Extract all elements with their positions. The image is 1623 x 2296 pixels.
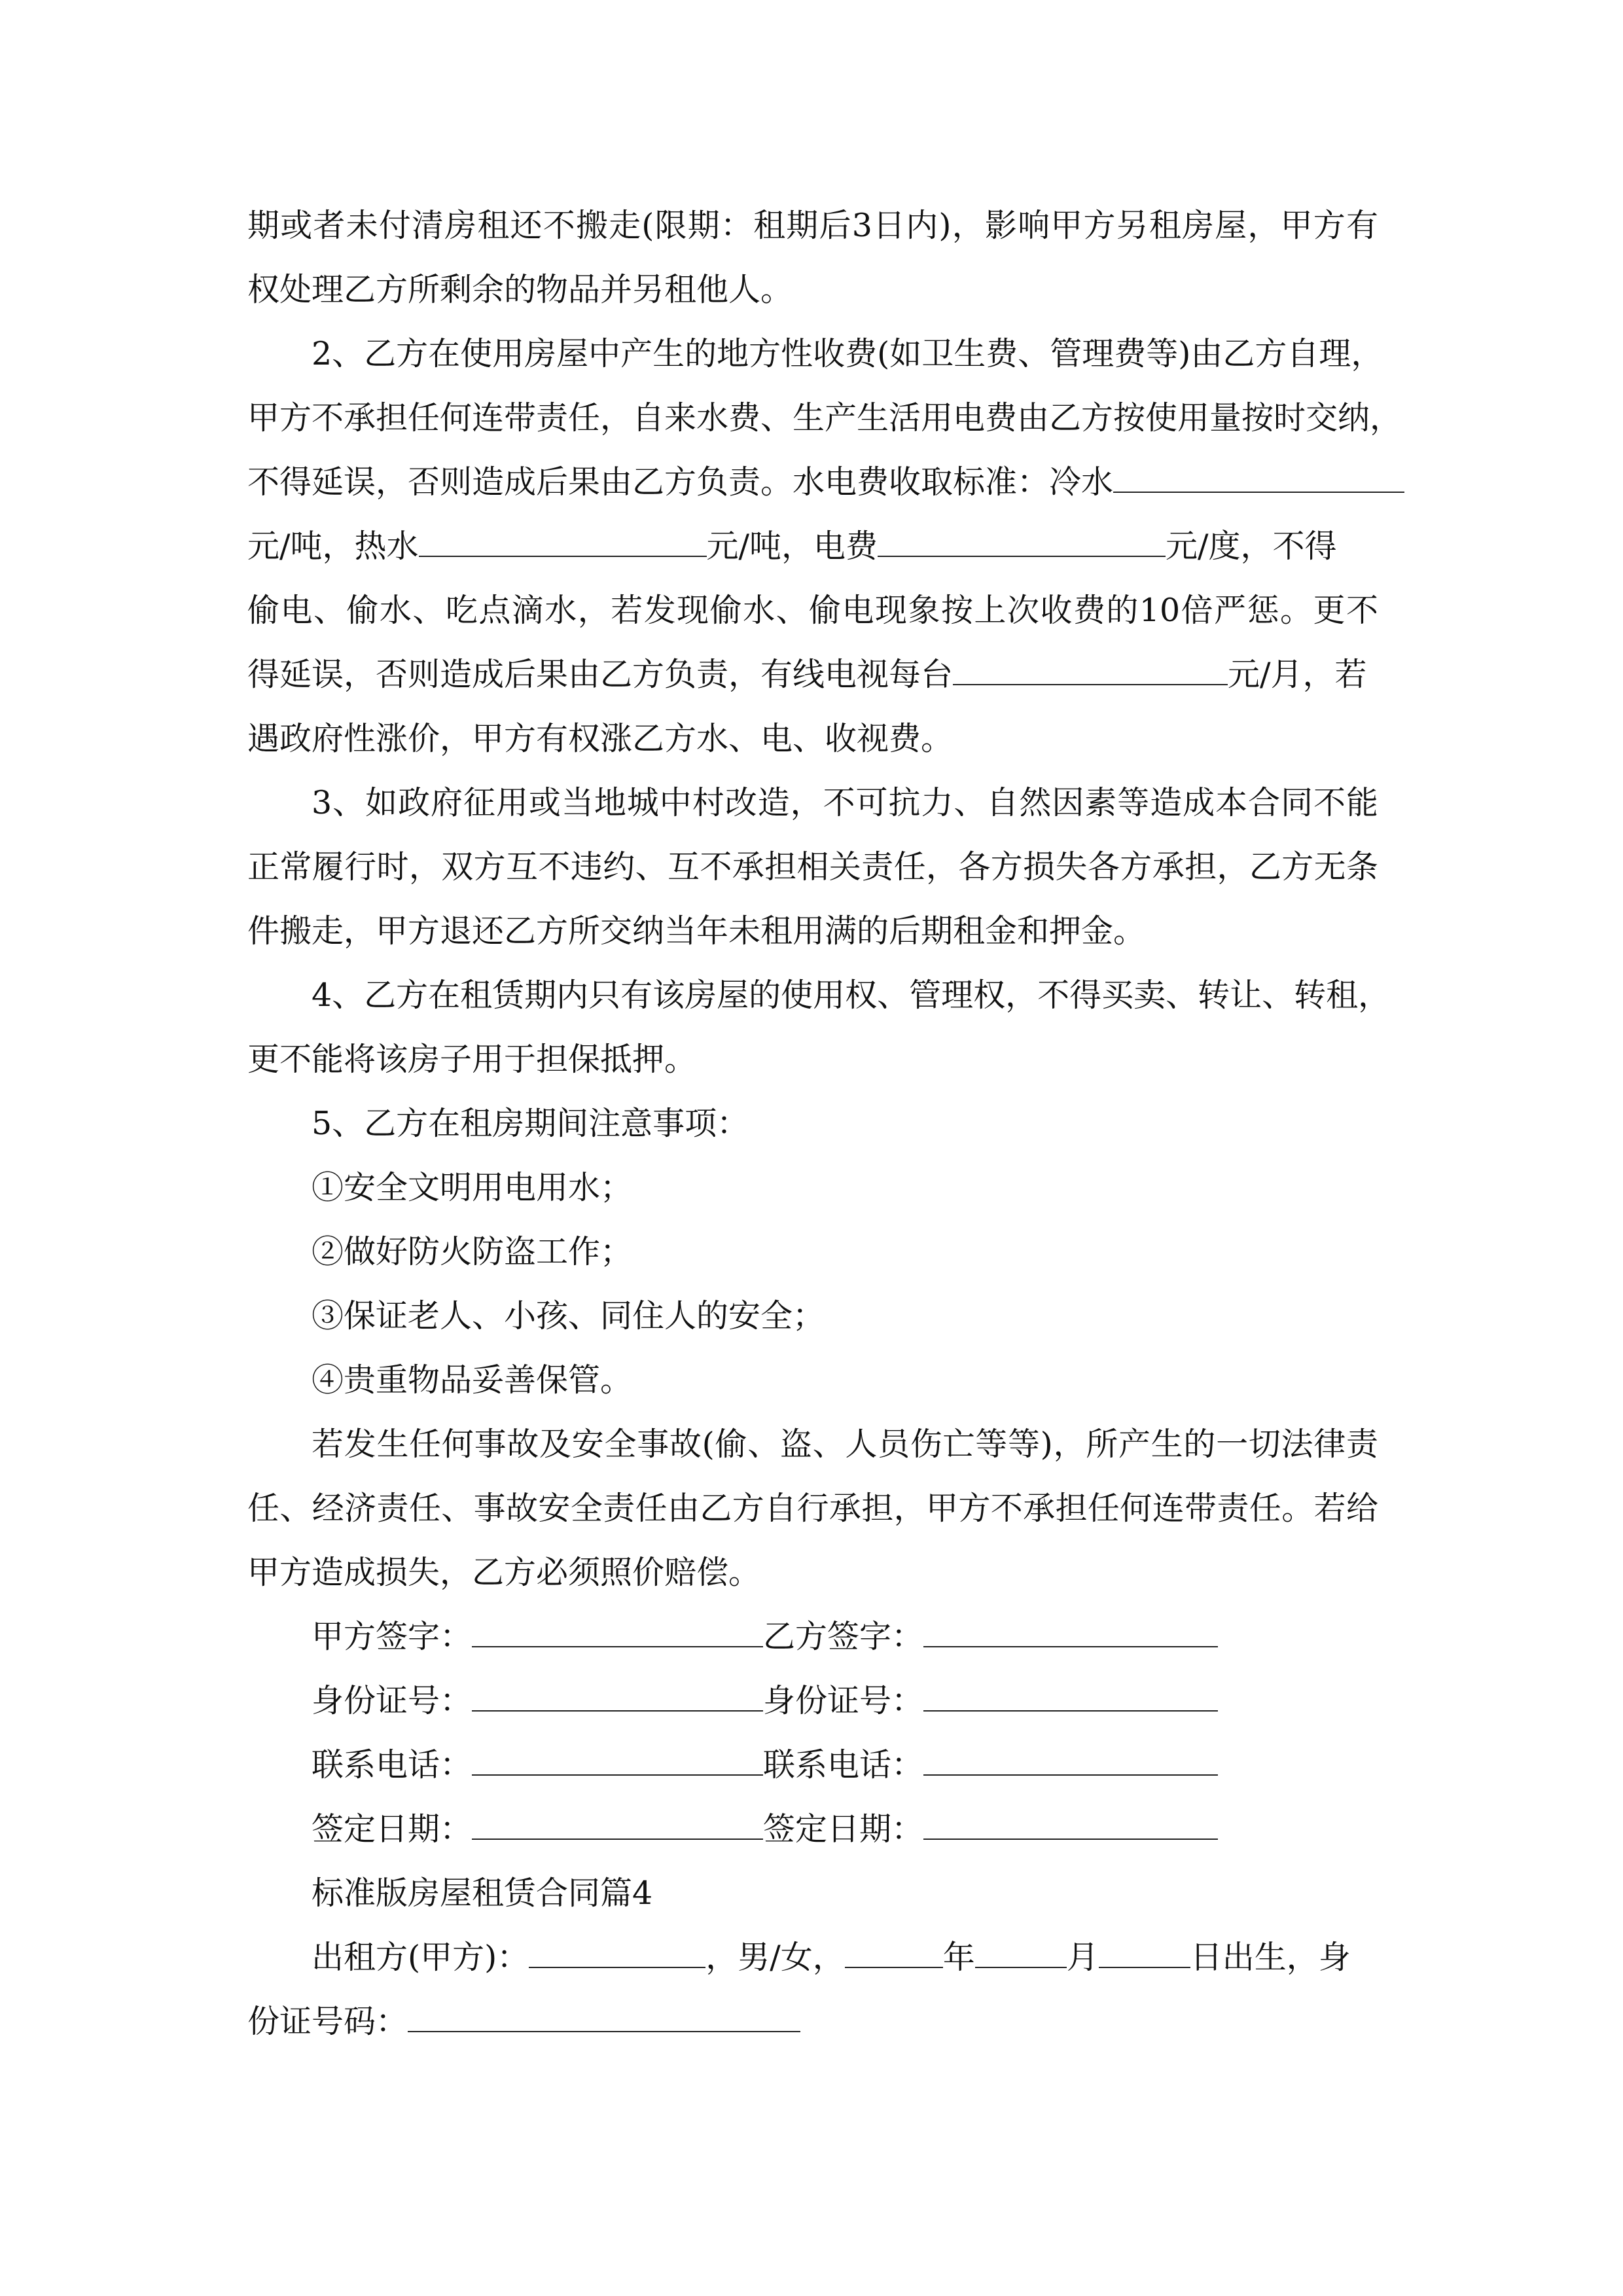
party-a-signature-blank: [472, 1612, 763, 1647]
party-a-id-blank: [472, 1676, 763, 1712]
gender-text: ，男/女，: [705, 1939, 845, 1976]
electricity-blank: [878, 522, 1166, 557]
party-b-id-blank: [923, 1676, 1218, 1712]
cold-water-blank: [1113, 457, 1404, 493]
party-b-date-blank: [923, 1804, 1218, 1840]
text-segment: 元/度，不得: [1166, 528, 1337, 565]
text-line: 正常履行时，双方互不违约、互不承担相关责任，各方损失各方承担，乙方无条: [247, 848, 1378, 886]
hot-water-blank: [419, 522, 707, 557]
paragraph-5-start: 5、乙方在租房期间注意事项：: [312, 1105, 749, 1142]
text-line: 遇政府性涨价，甲方有权涨乙方水、电、收视费。: [247, 720, 954, 757]
text-line: 权处理乙方所剩余的物品并另租他人。: [247, 271, 793, 308]
party-a-date-label: 签定日期：: [312, 1810, 473, 1848]
text-segment: 元/吨，热水: [247, 528, 419, 565]
text-line: 期或者未付清房租还不搬走(限期：租期后3日内)，影响甲方另租房屋，甲方有: [247, 207, 1378, 244]
party-b-phone-blank: [923, 1740, 1218, 1776]
list-item: ②做好防火防盗工作；: [312, 1233, 633, 1270]
birth-day-blank: [1099, 1933, 1190, 1968]
text-segment: 元/吨，电费: [706, 528, 878, 565]
party-b-phone-label: 联系电话：: [763, 1746, 924, 1784]
text-line: 更不能将该房子用于担保抵押。: [247, 1041, 697, 1078]
list-item: ④贵重物品妥善保管。: [312, 1361, 633, 1399]
list-item: ①安全文明用电用水；: [312, 1169, 633, 1206]
date-row: [312, 1797, 1378, 1861]
text-line: 件搬走，甲方退还乙方所交纳当年未租用满的后期租金和押金。: [247, 912, 1146, 950]
list-item: ③保证老人、小孩、同住人的安全；: [312, 1297, 825, 1335]
birth-text: 日出生，身: [1190, 1939, 1351, 1976]
text-segment: 不得延误，否则造成后果由乙方负责。水电费收取标准：冷水: [247, 463, 1114, 501]
text-segment: 得延误，否则造成后果由乙方负责，有线电视每台: [247, 656, 954, 693]
text-line: 偷电、偷水、吃点滴水，若发现偷水、偷电现象按上次收费的10倍严惩。更不: [247, 592, 1378, 629]
party-a-signature-label: 甲方签字：: [312, 1618, 473, 1655]
lessor-name-blank: [529, 1933, 705, 1968]
birth-year-blank: [845, 1933, 943, 1968]
paragraph-accident-start: 若发生任何事故及安全事故(偷、盗、人员伤亡等等)，所产生的一切法律责: [312, 1426, 1378, 1463]
paragraph-2-start: 2、乙方在使用房屋中产生的地方性收费(如卫生费、管理费等)由乙方自理，: [312, 335, 1383, 372]
id-label: 份证号码：: [247, 2003, 408, 2040]
phone-row: [312, 1733, 1378, 1797]
lessor-id-line: [247, 1990, 1378, 2054]
id-number-row: [312, 1669, 1378, 1733]
text-segment: 元/月，若: [1228, 656, 1367, 693]
party-b-id-label: 身份证号：: [763, 1682, 924, 1719]
signature-row: [312, 1605, 1378, 1669]
cable-tv-line: [247, 643, 1378, 707]
text-line: 甲方造成损失，乙方必须照价赔偿。: [247, 1554, 761, 1591]
text-line: 甲方不承担任何连带责任，自来水费、生产生活用电费由乙方按使用量按时交纳，: [247, 399, 1402, 437]
water-fee-line: [247, 450, 1378, 514]
section-title: 标准版房屋租赁合同篇4: [312, 1874, 653, 1912]
party-a-phone-blank: [472, 1740, 763, 1776]
text-line: 任、经济责任、事故安全责任由乙方自行承担，甲方不承担任何连带责任。若给: [247, 1490, 1378, 1527]
birth-month-blank: [975, 1933, 1067, 1968]
party-b-date-label: 签定日期：: [763, 1810, 924, 1848]
month-text: 月: [1066, 1939, 1099, 1976]
party-a-id-label: 身份证号：: [312, 1682, 473, 1719]
paragraph-3-start: 3、如政府征用或当地城中村改造，不可抗力、自然因素等造成本合同不能: [312, 784, 1378, 821]
paragraph-4-start: 4、乙方在租赁期内只有该房屋的使用权、管理权，不得买卖、转让、转租，: [312, 977, 1391, 1014]
party-a-date-blank: [472, 1804, 763, 1840]
lessor-line: [312, 1926, 1378, 1990]
cable-tv-blank: [953, 650, 1228, 685]
fee-standard-line: [247, 514, 1378, 579]
party-a-phone-label: 联系电话：: [312, 1746, 473, 1784]
lessor-label: 出租方(甲方)：: [312, 1939, 529, 1976]
lessor-id-blank: [408, 1997, 800, 2032]
year-text: 年: [942, 1939, 975, 1976]
party-b-signature-label: 乙方签字：: [763, 1618, 924, 1655]
party-b-signature-blank: [923, 1612, 1218, 1647]
